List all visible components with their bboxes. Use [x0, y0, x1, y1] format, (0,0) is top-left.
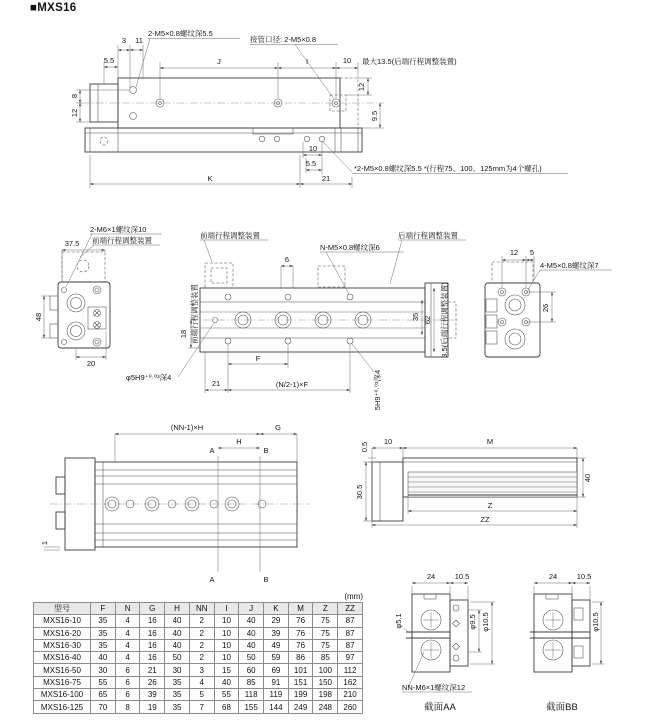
value-cell: 40	[165, 639, 190, 651]
dim-label: 40	[583, 473, 592, 483]
dim-label: 26	[541, 303, 550, 313]
dim-label: 3	[121, 36, 127, 45]
table-row	[34, 664, 363, 676]
value-cell: 7	[189, 701, 214, 713]
front-adjuster-note: 前端行程调整装置	[200, 231, 260, 240]
dim-label: K	[207, 174, 213, 183]
value-cell: 29	[264, 615, 289, 627]
dim-label: 21	[211, 379, 221, 388]
value-cell: 40	[214, 676, 239, 688]
value-cell: 26	[140, 676, 165, 688]
unit-label: (mm)	[344, 592, 363, 601]
value-cell: 210	[338, 689, 363, 701]
dim-label: I	[305, 57, 309, 66]
value-cell: 6	[115, 689, 140, 701]
value-cell: 2	[189, 639, 214, 651]
value-cell: 76	[288, 615, 313, 627]
value-cell: 6	[115, 664, 140, 676]
value-cell: 100	[313, 664, 338, 676]
dim-label: 10	[342, 56, 352, 65]
dimension-table	[33, 592, 363, 714]
value-cell: 39	[264, 627, 289, 639]
value-cell: 40	[91, 652, 116, 664]
column-header: 型号	[34, 603, 91, 615]
table-row	[34, 676, 363, 688]
mid-right-section-linework	[485, 262, 540, 357]
value-cell: 59	[264, 652, 289, 664]
value-cell: 119	[264, 689, 289, 701]
screw-holes-note: *2-M5×0.8螺纹深5.5 *(行程75、100、125mm为4个螺孔)	[354, 164, 542, 173]
value-cell: 199	[288, 689, 313, 701]
column-header: K	[264, 603, 289, 615]
value-cell: 15	[214, 664, 239, 676]
value-cell: 50	[239, 652, 264, 664]
table-header-row	[34, 603, 363, 615]
top-view-dimensions	[70, 28, 568, 188]
value-cell: 101	[288, 664, 313, 676]
dim-label: 18	[179, 329, 188, 339]
value-cell: 4	[115, 627, 140, 639]
dim-label: 62	[423, 315, 432, 325]
value-cell: 5	[189, 689, 214, 701]
dimension-table-grid	[33, 602, 363, 714]
column-header: J	[239, 603, 264, 615]
dim-label: 20	[86, 359, 96, 368]
dim-label: 11	[135, 36, 143, 45]
value-cell: 50	[165, 652, 190, 664]
dim-label: 21	[321, 174, 331, 183]
value-cell: 97	[338, 652, 363, 664]
dim-label: M	[486, 437, 494, 446]
value-cell: 4	[115, 639, 140, 651]
value-cell: 144	[264, 701, 289, 713]
column-header: H	[165, 603, 190, 615]
section-aa	[394, 572, 495, 713]
dim-label: 5	[529, 248, 535, 257]
dim-label: (N/2-1)×F	[275, 380, 309, 389]
page-title: ■MXS16	[30, 2, 77, 14]
dim-label: 10.5	[576, 572, 592, 581]
dim-label: 9.5	[370, 110, 379, 122]
value-cell: 68	[214, 701, 239, 713]
value-cell: 76	[288, 627, 313, 639]
value-cell: 40	[239, 639, 264, 651]
dim-label: H	[236, 437, 242, 446]
value-cell: 60	[239, 664, 264, 676]
dim-label: 10	[383, 437, 393, 446]
value-cell: 16	[140, 615, 165, 627]
value-cell: 2	[189, 615, 214, 627]
side-view-dimensions	[40, 423, 297, 584]
value-cell: 35	[91, 627, 116, 639]
value-cell: 85	[239, 676, 264, 688]
mid-end-view-linework	[50, 252, 110, 348]
mid-plan-view-linework	[190, 263, 458, 357]
value-cell: 85	[313, 652, 338, 664]
dim-label: 37.5	[64, 239, 80, 248]
dim-label: 24	[548, 572, 558, 581]
value-cell: 3	[189, 664, 214, 676]
table-row	[34, 615, 363, 627]
value-cell: 87	[338, 639, 363, 651]
dim-label: φ10.5	[481, 612, 490, 632]
value-cell: 35	[165, 701, 190, 713]
value-cell: 39	[140, 689, 165, 701]
model-cell: MXS16-125	[34, 701, 91, 713]
column-header: I	[214, 603, 239, 615]
value-cell: 10	[214, 615, 239, 627]
value-cell: 75	[313, 627, 338, 639]
value-cell: 75	[313, 615, 338, 627]
value-cell: 69	[264, 664, 289, 676]
body-view-linework	[372, 458, 577, 521]
dim-label: φ9.5	[468, 614, 477, 630]
value-cell: 87	[338, 627, 363, 639]
value-cell: 198	[313, 689, 338, 701]
dim-label: 35	[411, 312, 420, 322]
column-header: G	[140, 603, 165, 615]
value-cell: 16	[140, 652, 165, 664]
value-cell: 260	[338, 701, 363, 713]
value-cell: 4	[115, 615, 140, 627]
column-header: ZZ	[338, 603, 363, 615]
dim-label: 30.5	[355, 484, 364, 500]
dim-label: 8	[70, 93, 79, 99]
dim-label: 0.5	[360, 441, 369, 453]
value-cell: 16	[140, 639, 165, 651]
value-cell: 155	[239, 701, 264, 713]
dim-label: φ10.5	[591, 612, 600, 632]
dim-label: ZZ	[480, 515, 490, 524]
table-row	[34, 652, 363, 664]
value-cell: 35	[165, 676, 190, 688]
rear-adjuster-vertical-note: 3.5(后端行程调整装置)	[440, 282, 449, 358]
table-row	[34, 701, 363, 713]
dim-label: 10.5	[454, 572, 470, 581]
value-cell: 6	[115, 676, 140, 688]
dim-label: 48	[34, 312, 43, 322]
value-cell: 248	[313, 701, 338, 713]
value-cell: 40	[239, 615, 264, 627]
value-cell: 91	[264, 676, 289, 688]
value-cell: 40	[165, 615, 190, 627]
rear-adjuster-note: 后端行程调整装置	[398, 231, 458, 240]
model-cell: MXS16-40	[34, 652, 91, 664]
value-cell: 65	[91, 689, 116, 701]
table-row	[34, 639, 363, 651]
value-cell: 87	[338, 615, 363, 627]
model-cell: MXS16-75	[34, 676, 91, 688]
value-cell: 16	[140, 627, 165, 639]
value-cell: 19	[140, 701, 165, 713]
model-cell: MXS16-50	[34, 664, 91, 676]
model-cell: MXS16-10	[34, 615, 91, 627]
dim-label: 1	[40, 540, 49, 546]
value-cell: 75	[313, 639, 338, 651]
section-mark: B	[263, 446, 269, 455]
thread-note: 2-M5×0.8螺纹深5.5	[148, 29, 213, 38]
dim-label: 12	[357, 82, 366, 92]
value-cell: 10	[214, 639, 239, 651]
column-header: NN	[189, 603, 214, 615]
dim-label: F	[255, 354, 261, 363]
value-cell: 35	[91, 615, 116, 627]
section-mark: A	[209, 446, 215, 455]
value-cell: 35	[91, 639, 116, 651]
front-adjuster-vertical-note: 前端行程调整装置	[190, 284, 199, 344]
dim-label: 6	[284, 255, 290, 264]
value-cell: 21	[140, 664, 165, 676]
section-caption: 截面AA	[424, 702, 456, 713]
value-cell: 35	[165, 689, 190, 701]
dim-label: 10	[308, 144, 318, 153]
section-caption: 截面BB	[546, 702, 578, 713]
dim-label: J	[217, 57, 221, 66]
value-cell: 2	[189, 627, 214, 639]
max-stroke-note: 最大13.5(后端行程调整装置)	[362, 57, 457, 66]
table-row	[34, 689, 363, 701]
value-cell: 2	[189, 652, 214, 664]
value-cell: 112	[338, 664, 363, 676]
value-cell: 55	[214, 689, 239, 701]
value-cell: 249	[288, 701, 313, 713]
value-cell: 151	[288, 676, 313, 688]
dim-label: 5.5	[103, 56, 115, 65]
dim-label: Z	[487, 501, 493, 510]
column-header: Z	[313, 603, 338, 615]
value-cell: 162	[338, 676, 363, 688]
column-header: N	[115, 603, 140, 615]
thread-note: N-M5×0.8螺纹深6	[320, 243, 380, 252]
value-cell: 49	[264, 639, 289, 651]
dim-label: 12	[70, 108, 79, 118]
column-header: F	[91, 603, 116, 615]
thread-note: 4-M5×0.8螺纹深7	[540, 261, 599, 270]
port-note: 接管口径: 2-M5×0.8	[250, 35, 317, 44]
top-view-linework	[82, 78, 384, 152]
thread-note: NN-M6×1螺纹深12	[402, 683, 466, 692]
side-view-linework	[50, 456, 310, 572]
value-cell: 8	[115, 701, 140, 713]
value-cell: 4	[115, 652, 140, 664]
front-adjuster-note: 前端行程调整装置	[92, 236, 152, 245]
value-cell: 40	[165, 627, 190, 639]
value-cell: 76	[288, 639, 313, 651]
dim-label: φ5.1	[394, 613, 403, 629]
value-cell: 118	[239, 689, 264, 701]
model-cell: MXS16-20	[34, 627, 91, 639]
dim-label: 24	[426, 572, 436, 581]
mid-drawing-dimensions	[34, 224, 612, 410]
dim-label: G	[275, 423, 281, 432]
value-cell: 150	[313, 676, 338, 688]
model-cell: MXS16-30	[34, 639, 91, 651]
value-cell: 55	[91, 676, 116, 688]
value-cell: 30	[165, 664, 190, 676]
value-cell: 30	[91, 664, 116, 676]
section-mark: B	[263, 575, 269, 584]
value-cell: 10	[214, 652, 239, 664]
dowel-hole-note: φ5H9⁺⁰·⁰³深4	[126, 373, 172, 382]
section-mark: A	[209, 575, 215, 584]
thread-note: 2-M6×1螺纹深10	[90, 225, 147, 234]
model-cell: MXS16-100	[34, 689, 91, 701]
dim-label: 5.5	[305, 159, 317, 168]
value-cell: 70	[91, 701, 116, 713]
table-row	[34, 627, 363, 639]
dim-label: 12	[509, 248, 519, 257]
dowel-hole-note: 5H9⁺⁰·⁰³深4	[373, 369, 382, 411]
section-bb	[530, 572, 604, 713]
value-cell: 10	[214, 627, 239, 639]
value-cell: 40	[239, 627, 264, 639]
dim-label: (NN-1)×H	[170, 423, 204, 432]
value-cell: 86	[288, 652, 313, 664]
column-header: M	[288, 603, 313, 615]
dim-table-body	[34, 615, 363, 713]
value-cell: 4	[189, 676, 214, 688]
